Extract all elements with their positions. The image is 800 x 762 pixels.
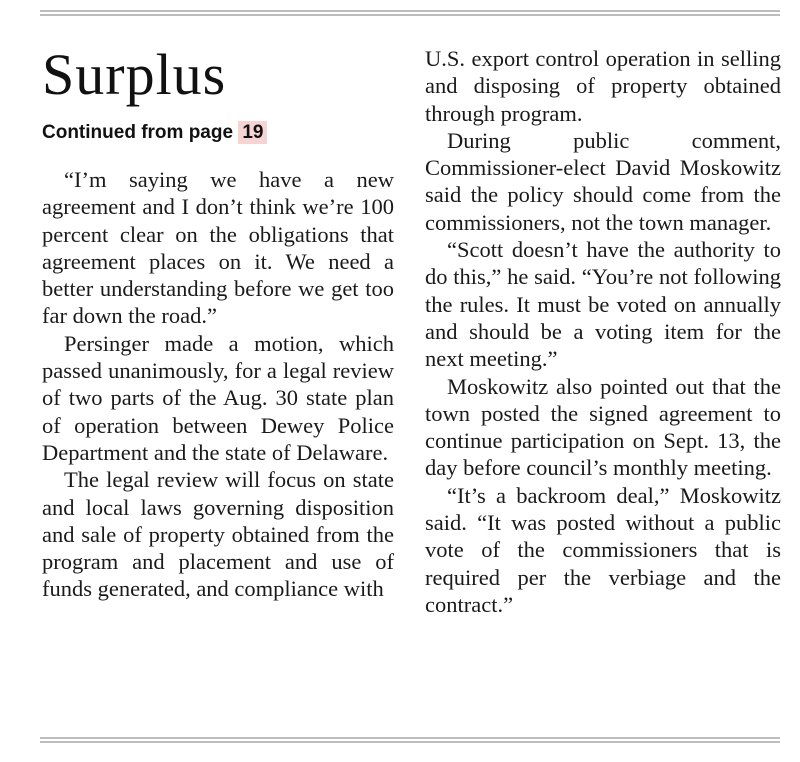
continued-page-link[interactable]: 19 (238, 121, 267, 144)
continued-label: Continued from page (42, 122, 234, 143)
paragraph: “It’s a backroom deal,” Moskowitz said. “It was posted without a public vote of the commissioners that is required per the verbiage and the contract.” (425, 482, 781, 617)
right-column (425, 45, 781, 618)
paragraph: U.S. export control operation in selling and disposing of property obtained through program. (425, 46, 781, 126)
paragraph: Persinger made a motion, which passed unanimously, for a legal review of two parts of the Aug. 30 state plan of operation between Dewey Police Department and the state of Delaware. (42, 330, 394, 465)
paragraph: During public comment, Commissioner-elect David Moskowitz said the policy should come from the commissioners, not the town manager. (425, 127, 781, 235)
paragraph: “Scott doesn’t have the authority to do this,” he said. “You’re not following the rules. It must be voted on annually and should be a voting item for the next meeting.” (425, 237, 781, 372)
left-column (42, 40, 394, 603)
paragraph: The legal review will focus on state and local laws governing disposition and sale of property obtained from the program and placement and use of funds generated, and compliance with (42, 467, 394, 602)
paragraph: “I’m saying we have a new agreement and I don’t think we’re 100 percent clear on the obligations that agreement places on it. We need a better understanding before we get too far down the road.” (42, 167, 394, 329)
continued-line (42, 120, 394, 146)
bottom-rule (40, 737, 780, 743)
top-rule (40, 10, 780, 16)
headline: Surplus (42, 42, 227, 107)
paragraph: Moskowitz also pointed out that the town posted the signed agreement to continue participation on Sept. 13, the day before council’s monthly meeting. (425, 373, 781, 481)
